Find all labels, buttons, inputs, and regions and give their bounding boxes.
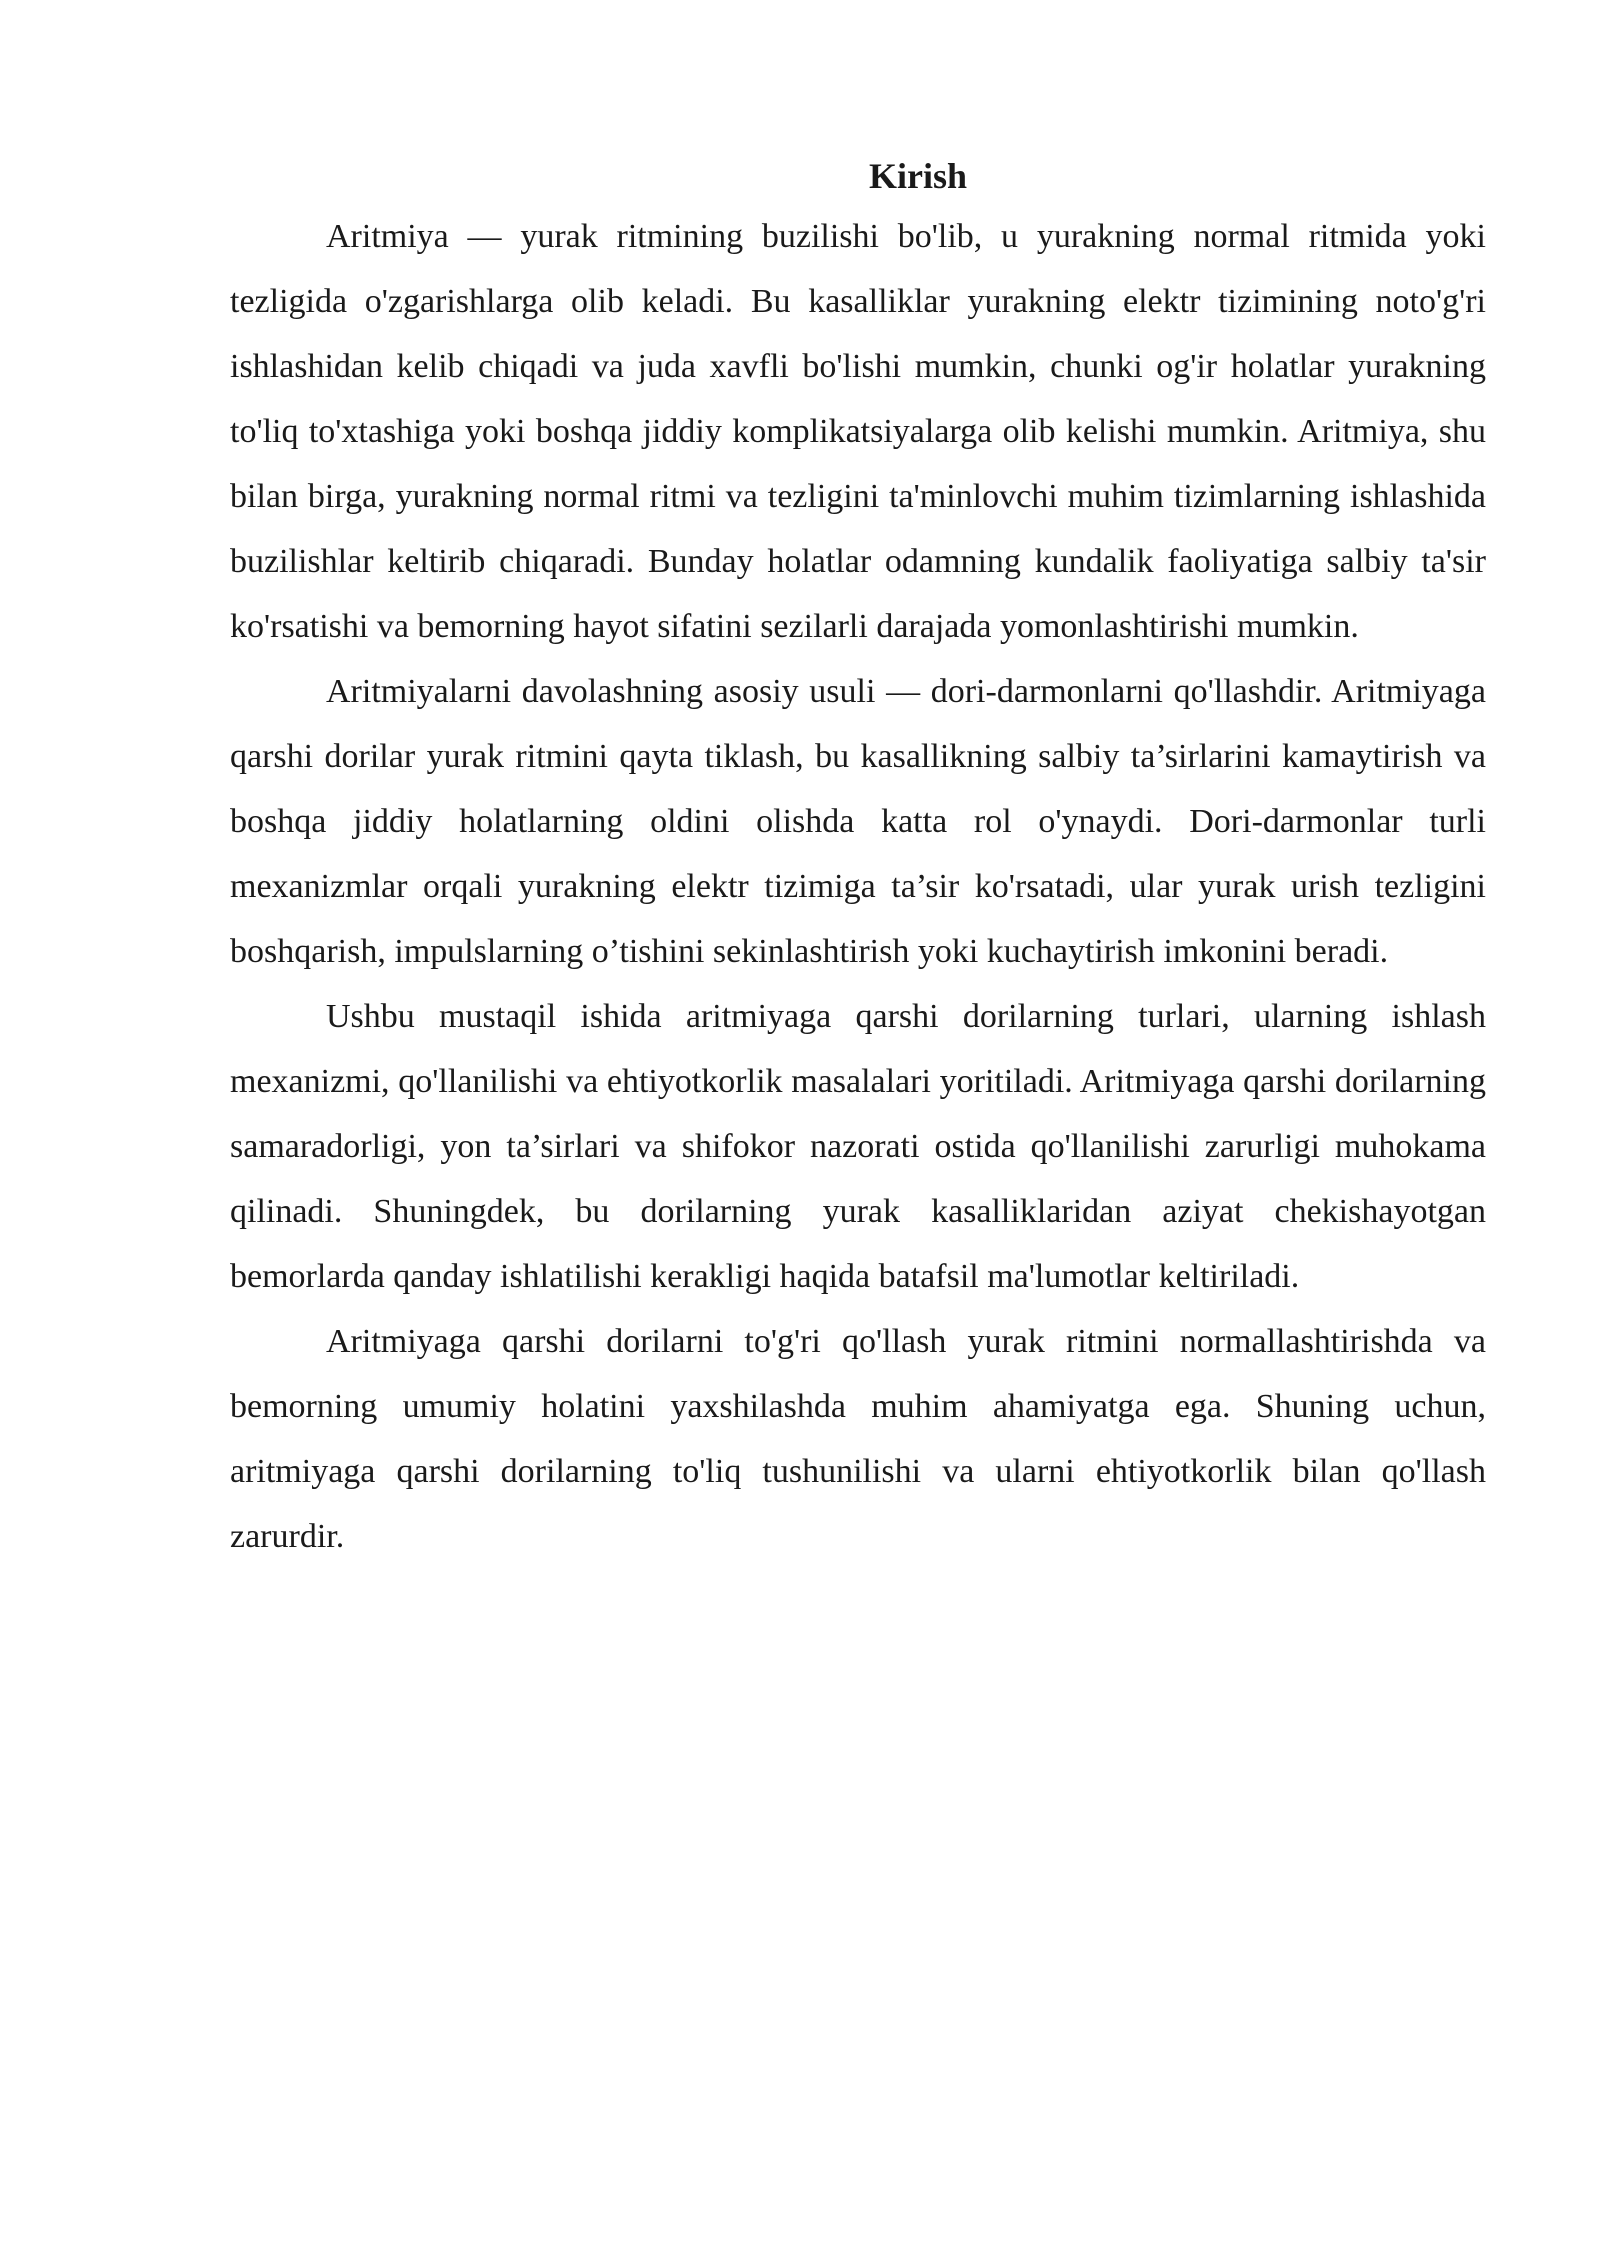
paragraph-4: Aritmiyaga qarshi dorilarni to'g'ri qo'llash yurak ritmini normallashtirishda va bemorning umumiy holatini yaxshilashda muhim ahamiyatga ega. Shuning uchun, aritmiyaga qarshi dorilarning to'liq tushunilishi va ularni ehtiyotkorlik bilan qo'llash zarurdir. (230, 1323, 1486, 1555)
page-title: Kirish (868, 156, 967, 196)
paragraph-1: Aritmiya — yurak ritmining buzilishi bo'lib, u yurakning normal ritmida yoki tezligida o'zgarishlarga olib keladi. Bu kasalliklar yurakning elektr tizimining noto'g'ri ishlashidan kelib chiqadi va juda xavfli bo'lishi mumkin, chunki og'ir holatlar yurakning to'liq to'xtashiga yoki boshqa jiddiy komplikatsiyalarga olib kelishi mumkin. Aritmiya, shu bilan birga, yurakning normal ritmi va tezligini ta'minlovchi muhim tizimlarning ishlashida buzilishlar keltirib chiqaradi. Bunday holatlar odamning kundalik faoliyatiga salbiy ta'sir ko'rsatishi va bemorning hayot sifatini sezilarli darajada yomonlashtirishi mumkin. (230, 218, 1486, 645)
document-body (230, 148, 1486, 1569)
paragraph-3: Ushbu mustaqil ishida aritmiyaga qarshi dorilarning turlari, ularning ishlash mexanizmi, qo'llanilishi va ehtiyotkorlik masalalari yoritiladi. Aritmiyaga qarshi dorilarning samaradorligi, yon ta’sirlari va shifokor nazorati ostida qo'llanilishi zarurligi muhokama qilinadi. Shuningdek, bu dorilarning yurak kasalliklaridan aziyat chekishayotgan bemorlarda qanday ishlatilishi kerakligi haqida batafsil ma'lumotlar keltiriladi. (230, 998, 1486, 1295)
paragraph-2: Aritmiyalarni davolashning asosiy usuli — dori-darmonlarni qo'llashdir. Aritmiyaga qarshi dorilar yurak ritmini qayta tiklash, bu kasallikning salbiy ta’sirlarini kamaytirish va boshqa jiddiy holatlarning oldini olishda katta rol o'ynaydi. Dori-darmonlar turli mexanizmlar orqali yurakning elektr tizimiga ta’sir ko'rsatadi, ular yurak urish tezligini boshqarish, impulslarning o’tishini sekinlashtirish yoki kuchaytirish imkonini beradi. (230, 673, 1486, 970)
